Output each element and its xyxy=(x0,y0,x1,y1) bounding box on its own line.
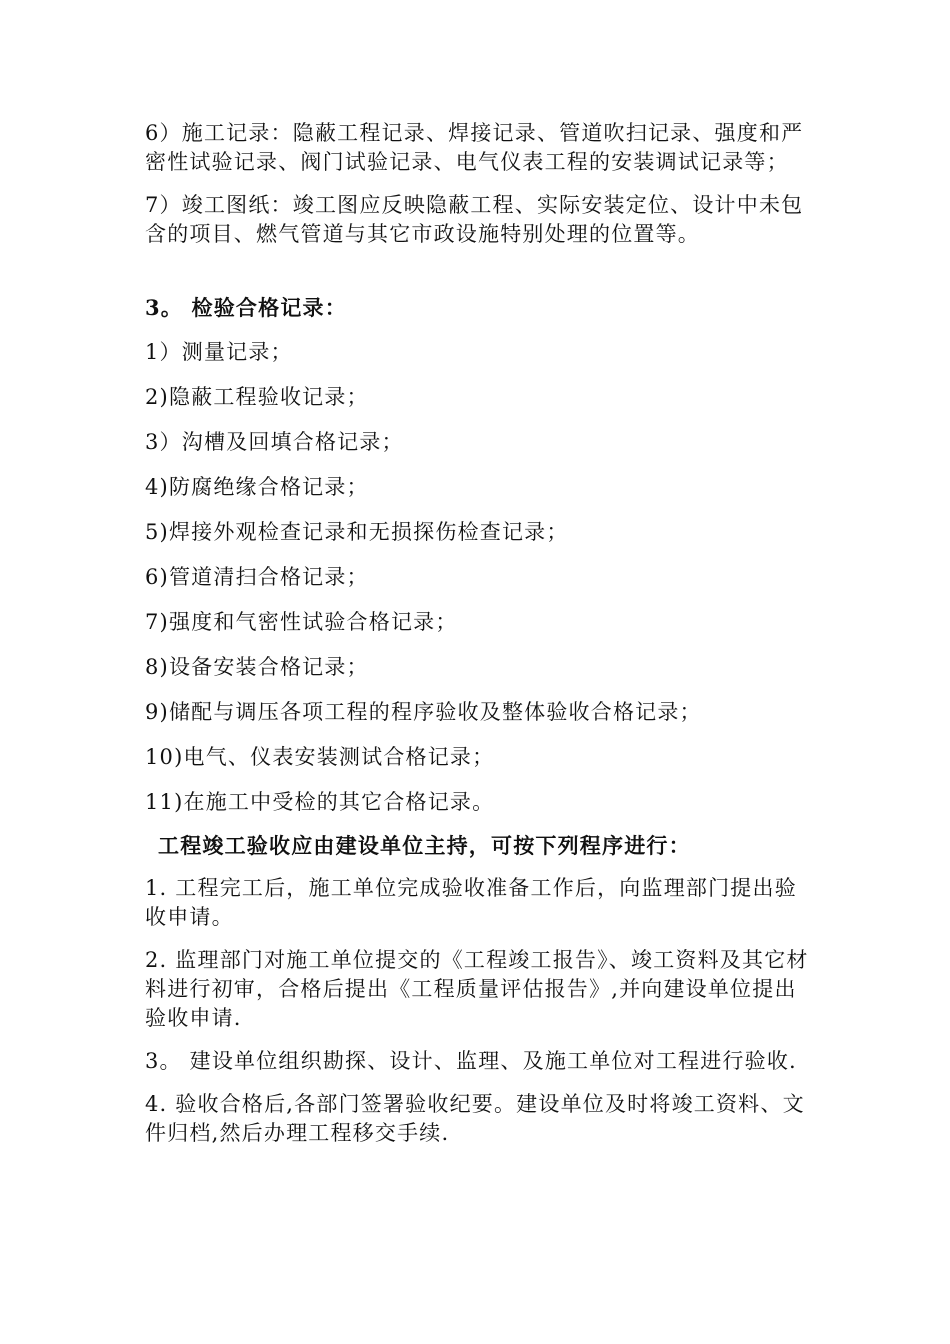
document-page xyxy=(145,119,810,1148)
procedure-step: 4. 验收合格后,各部门签署验收纪要。建设单位及时将竣工资料、文件归档,然后办理工程移交手续. xyxy=(145,1092,805,1145)
procedure-step: 2. 监理部门对施工单位提交的《工程竣工报告》、竣工资料及其它材料进行初审，合格后提出《工程质量评估报告》,并向建设单位提出验收申请. xyxy=(145,948,809,1030)
list-item: 6)管道清扫合格记录； xyxy=(145,565,369,589)
list-item: 2)隐蔽工程验收记录； xyxy=(145,385,369,409)
list-item: 11)在施工中受检的其它合格记录。 xyxy=(145,790,495,814)
list-item: 1）测量记录； xyxy=(145,340,293,364)
section-heading-acceptance-procedure: 工程竣工验收应由建设单位主持，可按下列程序进行： xyxy=(158,833,691,858)
procedure-step: 1. 工程完工后，施工单位完成验收准备工作后，向监理部门提出验收申请。 xyxy=(145,876,797,929)
list-item: 4)防腐绝缘合格记录； xyxy=(145,475,369,499)
paragraph-as-built-drawings: 7）竣工图纸：竣工图应反映隐蔽工程、实际安装定位、设计中未包含的项目、燃气管道与其它市政设施特别处理的位置等。 xyxy=(145,193,804,246)
section-heading-inspection-records: 3。 检验合格记录： xyxy=(145,295,347,320)
list-item: 9)储配与调压各项工程的程序验收及整体验收合格记录； xyxy=(145,700,702,724)
procedure-step: 3。 建设单位组织勘探、设计、监理、及施工单位对工程进行验收. xyxy=(145,1049,797,1073)
paragraph-construction-records: 6）施工记录：隐蔽工程记录、焊接记录、管道吹扫记录、强度和严密性试验记录、阀门试验记录、电气仪表工程的安装调试记录等； xyxy=(145,121,804,174)
list-item: 3）沟槽及回填合格记录； xyxy=(145,430,404,454)
list-item: 10)电气、仪表安装测试合格记录； xyxy=(145,745,495,769)
list-item: 8)设备安装合格记录； xyxy=(145,655,369,679)
list-item: 7)强度和气密性试验合格记录； xyxy=(145,610,458,634)
list-item: 5)焊接外观检查记录和无损探伤检查记录； xyxy=(145,520,569,544)
